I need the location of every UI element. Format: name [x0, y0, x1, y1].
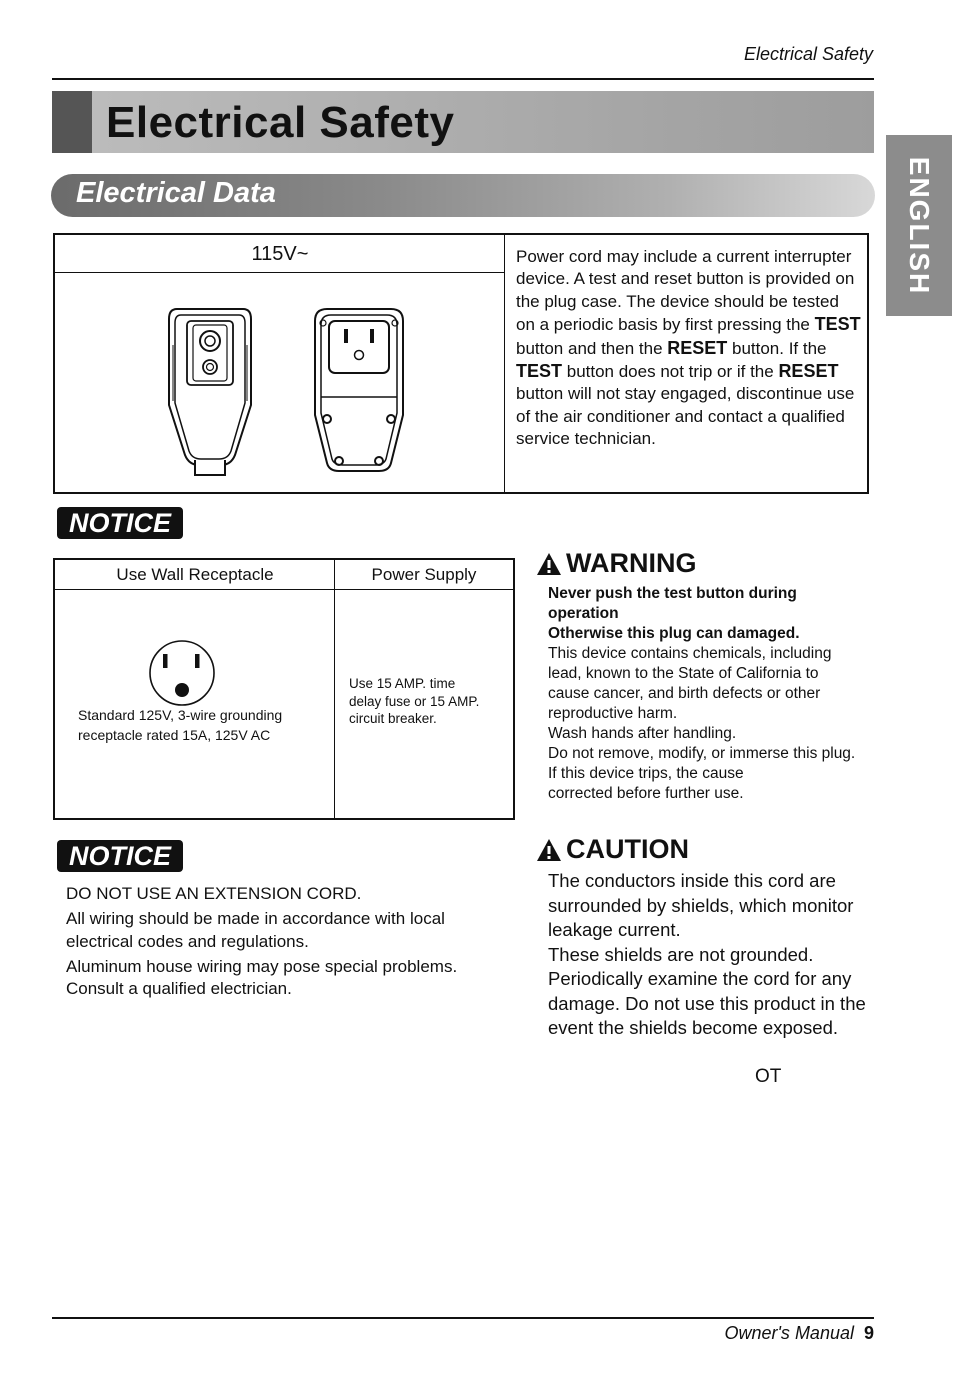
language-tab: [886, 135, 952, 316]
test-keyword: TEST: [814, 314, 861, 335]
ot-label: OT: [755, 1066, 782, 1087]
warning-line: cause cancer, and birth defects or other: [548, 685, 821, 702]
table-divider: [334, 560, 335, 818]
header-rule: [52, 78, 874, 80]
plug-front-illustration: [165, 305, 255, 477]
caution-line: leakage current.: [548, 919, 681, 940]
caution-line: event the shields become exposed.: [548, 1017, 839, 1038]
table-divider: [55, 272, 505, 273]
notice-item: DO NOT USE AN EXTENSION CORD.: [66, 884, 362, 903]
receptacle-header: Use Wall Receptacle: [116, 565, 274, 584]
warning-line: If this device trips, the cause: [548, 765, 744, 782]
reset-keyword: RESET: [667, 337, 728, 358]
notice-label: NOTICE: [57, 507, 183, 539]
page-title: Electrical Safety: [106, 98, 455, 147]
electrical-data-table: [53, 233, 869, 494]
warning-body: [548, 584, 855, 804]
desc-text: button does not trip or if the: [562, 362, 779, 382]
warning-triangle-icon: [536, 552, 562, 576]
gfci-description: [516, 246, 861, 451]
notice-label: NOTICE: [57, 840, 183, 872]
test-keyword: TEST: [516, 361, 563, 382]
table-divider: [55, 589, 513, 590]
caution-title: CAUTION: [566, 834, 689, 864]
desc-text: Power cord may include a current interrupter device. A test and reset button is provided on the plug case. The device should be tested on a periodic basis by first pressing the: [516, 247, 855, 335]
receptacle-table: [53, 558, 515, 820]
power-supply-line: Use 15 AMP. time: [349, 676, 456, 691]
notice-list: [66, 883, 506, 1003]
caution-heading: [536, 834, 689, 865]
warning-title: WARNING: [566, 548, 697, 578]
notice-item: Aluminum house wiring may pose special problems. Consult a qualified electrician.: [66, 956, 458, 999]
caution-line: Periodically examine the cord for any: [548, 968, 852, 989]
warning-line: Do not remove, modify, or immerse this plug.: [548, 745, 856, 762]
section-title: Electrical Data: [76, 177, 276, 209]
plug-back-illustration: [311, 305, 407, 477]
reset-keyword: RESET: [778, 361, 839, 382]
caution-line: These shields are not grounded.: [548, 943, 814, 965]
warning-bold-line: Never push the test button during: [548, 585, 797, 602]
warning-line: corrected before further use.: [548, 785, 744, 802]
warning-line: lead, known to the State of California to: [548, 665, 819, 682]
desc-text: button and then the: [516, 338, 668, 358]
power-supply-line: delay fuse or 15 AMP.: [349, 693, 480, 709]
caution-line: surrounded by shields, which monitor: [548, 894, 854, 916]
warning-bold-line: operation: [548, 605, 619, 622]
notice-item: All wiring should be made in accordance with local electrical codes and regulations.: [66, 909, 445, 951]
power-supply-spec: [349, 675, 509, 728]
running-header: Electrical Safety: [743, 44, 873, 64]
warning-bold-line: Otherwise this plug can damaged.: [548, 625, 800, 642]
page-number: 9: [863, 1323, 874, 1343]
warning-line: This device contains chemicals, including: [548, 645, 832, 662]
footer-label: Owner's Manual: [724, 1323, 854, 1343]
warning-line: Wash hands after handling.: [548, 725, 737, 742]
power-supply-line: circuit breaker.: [349, 711, 437, 726]
footer: [724, 1323, 874, 1344]
desc-text: button. If the: [727, 338, 827, 358]
receptacle-spec-line: receptacle rated 15A, 125V AC: [78, 726, 271, 743]
desc-text: button will not stay engaged, discontinue use of the air conditioner and contact a qualified service technician.: [516, 384, 855, 449]
caution-line: The conductors inside this cord are: [548, 870, 836, 891]
footer-rule: [52, 1317, 874, 1319]
language-tab-label: ENGLISH: [904, 156, 935, 295]
caution-body: [548, 869, 878, 1041]
warning-heading: [536, 548, 697, 579]
receptacle-spec: [78, 706, 328, 745]
table-divider: [504, 235, 505, 492]
receptacle-spec-line: Standard 125V, 3-wire grounding: [78, 707, 283, 723]
caution-triangle-icon: [536, 838, 562, 862]
power-supply-header: Power Supply: [371, 565, 477, 584]
warning-line: reproductive harm.: [548, 705, 678, 722]
caution-line: damage. Do not use this product in the: [548, 992, 866, 1014]
voltage-header: 115V~: [251, 243, 309, 265]
wall-outlet-icon: [147, 638, 217, 708]
title-accent-block: [52, 91, 92, 153]
